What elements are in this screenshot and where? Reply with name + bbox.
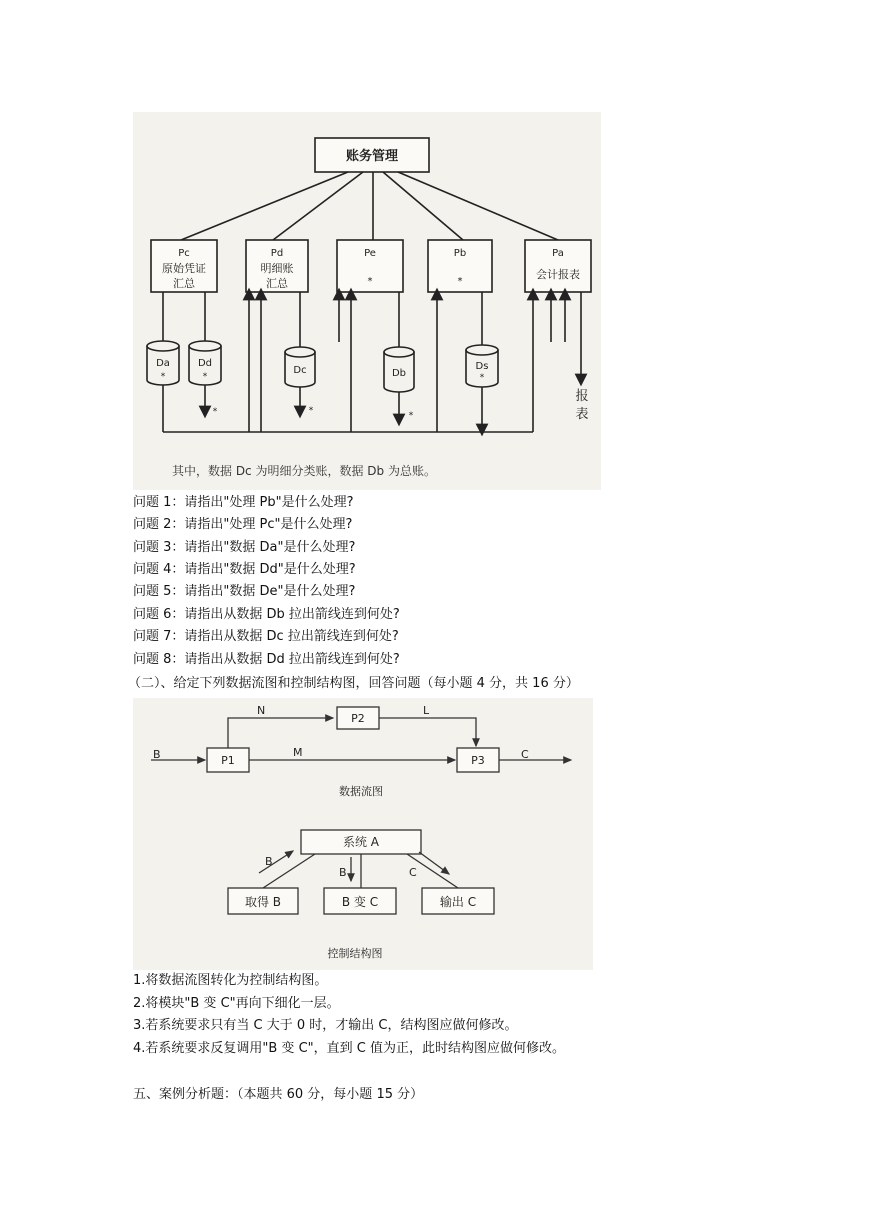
task-1: 1.将数据流图转化为控制结构图。 [133, 973, 328, 988]
process-id-pa: Pa [552, 248, 564, 259]
task-4: 4.若系统要求反复调用"B 变 C"，直到 C 值为正，此时结构图应做何修改。 [133, 1041, 565, 1056]
flow-b-label: B [153, 748, 161, 761]
couple-c-label: C [409, 866, 417, 879]
store-mark-dc: * [308, 406, 314, 416]
store-id-db: Db [391, 368, 407, 379]
p3-label: P3 [471, 754, 485, 767]
flow-m-label: M [293, 746, 303, 759]
store-mark-db: * [408, 411, 414, 421]
output-c-label: 输出 C [439, 895, 477, 909]
report-label-1: 报 [575, 389, 589, 404]
system-a-label: 系统 A [342, 835, 380, 849]
process-label-pd-1: 明细账 [260, 262, 294, 275]
process-label-pc-2: 汇总 [173, 277, 195, 290]
process-id-pd: Pd [270, 248, 284, 259]
store-mark-dd: * [202, 372, 208, 382]
process-label-pc-1: 原始凭证 [162, 262, 206, 275]
question-5: 问题 5：请指出"数据 De"是什么处理? [133, 584, 356, 599]
b-to-c-label: B 变 C [341, 895, 379, 909]
dataflow-control-diagram [133, 698, 593, 970]
accounting-structure-diagram [133, 112, 601, 490]
section5-heading: 五、案例分析题：（本题共 60 分，每小题 15 分） [133, 1087, 424, 1102]
task-2: 2.将模块"B 变 C"再向下细化一层。 [133, 996, 340, 1011]
root-label: 账务管理 [345, 149, 399, 164]
p2-label: P2 [351, 712, 365, 725]
process-label-pd-2: 汇总 [266, 277, 288, 290]
question-3: 问题 3：请指出"数据 Da"是什么处理? [133, 540, 356, 555]
process-id-pb: Pb [453, 248, 467, 259]
mark-dd-arrow: * [212, 407, 218, 417]
control-title: 控制结构图 [327, 947, 383, 960]
store-mark-da: * [160, 372, 166, 382]
question-7: 问题 7：请指出从数据 Dc 拉出箭线连到何处? [133, 629, 399, 644]
process-mark-pe: * [367, 276, 373, 287]
section2-heading: （二）、给定下列数据流图和控制结构图，回答问题（每小题 4 分，共 16 分） [128, 676, 579, 691]
store-id-da: Da [156, 358, 170, 369]
couple-b1-label: B [265, 855, 273, 868]
task-3: 3.若系统要求只有当 C 大于 0 时，才输出 C，结构图应做何修改。 [133, 1018, 518, 1033]
process-id-pe: Pe [364, 248, 376, 259]
p1-label: P1 [221, 754, 235, 767]
question-4: 问题 4：请指出"数据 Dd"是什么处理? [133, 562, 356, 577]
process-mark-pb: * [457, 276, 463, 287]
dataflow-title: 数据流图 [339, 785, 383, 798]
store-id-dc: Dc [293, 365, 307, 376]
process-label-pa-1: 会计报表 [536, 268, 580, 281]
process-id-pc: Pc [178, 248, 190, 259]
question-2: 问题 2：请指出"处理 Pc"是什么处理? [133, 517, 353, 532]
store-mark-ds: * [479, 373, 485, 383]
flow-c-label: C [521, 748, 529, 761]
question-6: 问题 6：请指出从数据 Db 拉出箭线连到何处? [133, 607, 400, 622]
question-1: 问题 1：请指出"处理 Pb"是什么处理? [133, 495, 354, 510]
get-b-label: 取得 B [244, 895, 282, 909]
report-label-2: 表 [575, 407, 589, 422]
figure1-caption: 其中，数据 Dc 为明细分类账，数据 Db 为总账。 [172, 464, 436, 478]
store-id-ds: Ds [475, 361, 489, 372]
store-id-dd: Dd [197, 358, 213, 369]
flow-n-label: N [257, 704, 266, 717]
question-8: 问题 8：请指出从数据 Dd 拉出箭线连到何处? [133, 652, 400, 667]
couple-b2-label: B [339, 866, 347, 879]
flow-l-label: L [423, 704, 430, 717]
